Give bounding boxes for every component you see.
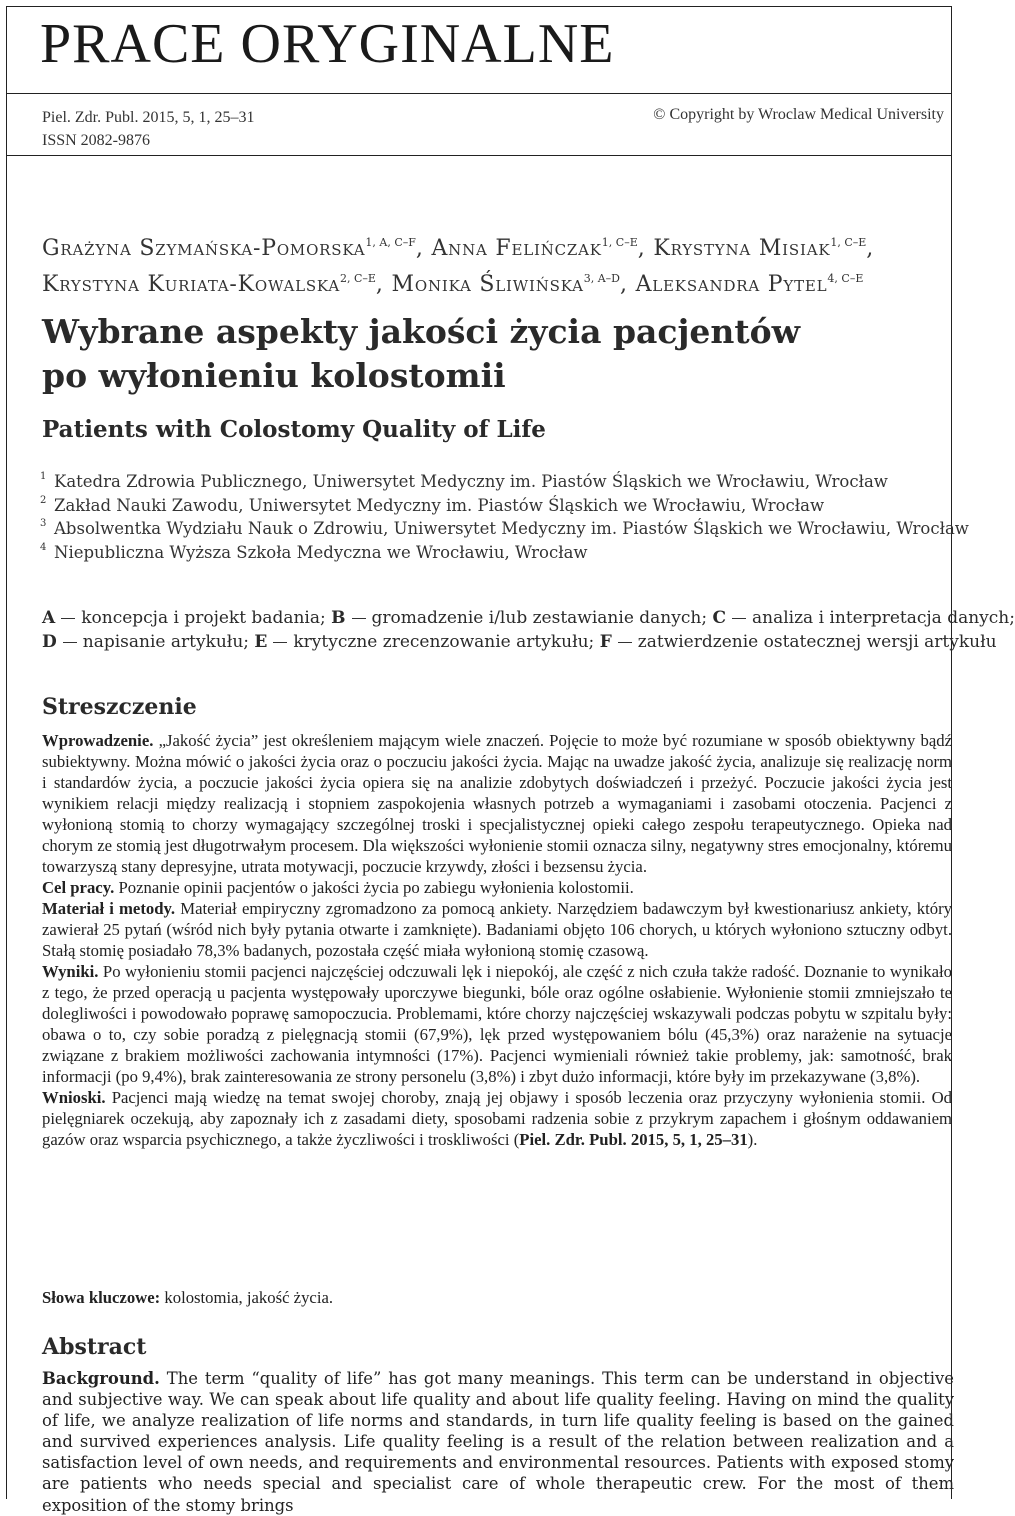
author-name: Monika Śliwińska [391,272,584,297]
conclusions-end: ). [747,1130,758,1149]
contribution-key: B [331,608,346,628]
contribution-text: zatwierdzenie ostatecznej wersji artykułu [637,632,997,652]
conclusions-text: Pacjenci mają wiedzę na temat swojej choroby, znają jej objawy i sposób leczenia oraz przyczyny wyłonienia stomii. Od pielęgniarek oczekują, aby zapoznały ich z zasadami diety, sposobami radzenia sobie z przykrym zapachem i głośnym oddawaniem gazów oraz wsparcia psychicznego, a także życzliwości i troskliwości ( [42,1088,952,1149]
contribution-text: napisanie artykułu; [82,632,249,652]
affiliation-number: 2 [40,494,47,506]
author-separator: , [620,272,636,297]
affiliation-text: Zakład Nauki Zawodu, Uniwersytet Medyczny im. Piastów Śląskich we Wrocławiu, Wrocław [54,495,825,515]
author-affiliation: 1, C–E [601,236,638,249]
aim-paragraph [42,877,952,898]
author-separator: , [637,236,654,261]
affiliation-text: Absolwentka Wydziału Nauk o Zdrowiu, Uniwersytet Medyczny im. Piastów Śląskich we Wrocławiu, Wrocław [54,519,969,538]
aim-text: Poznanie opinii pacjentów o jakości życia po zabiegu wyłonienia kolostomii. [118,878,634,897]
author-separator: , [866,236,875,261]
author-name: Aleksandra Pytel [635,272,828,297]
author-name: Krystyna Kuriata-Kowalska [42,272,340,297]
author-affiliation: 1, A, C–F [365,236,416,249]
article-title-english: Patients with Colostomy Quality of Life [42,416,546,443]
author-name: Grażyna Szymańska-Pomorska [42,236,366,261]
journal-citation-block [42,106,254,152]
conclusions-paragraph [42,1087,952,1150]
keywords [42,1288,333,1308]
article-title-polish [42,310,922,398]
methods-label: Materiał i metody. [42,899,176,918]
contribution-key: F [599,632,612,652]
keywords-label: Słowa kluczowe: [42,1288,161,1307]
author-separator: , [415,236,432,261]
keywords-text: kolostomia, jakość życia. [164,1288,334,1307]
contribution-text: koncepcja i projekt badania; [81,608,326,628]
streszczenie-body [42,730,952,1150]
contribution-text: gromadzenie i/lub zestawianie danych; [371,608,708,628]
conclusions-citation: Piel. Zdr. Publ. 2015, 5, 1, 25–31 [519,1130,748,1149]
author-name: Krystyna Misiak [653,236,831,261]
title-line: po wyłonieniu kolostomii [42,356,506,395]
affiliation-list [40,470,969,564]
conclusions-label: Wnioski. [42,1088,106,1107]
author-affiliation: 1, C–E [830,236,867,249]
journal-issn: ISSN 2082-9876 [42,132,151,149]
intro-paragraph [42,730,952,877]
affiliation-text: Katedra Zdrowia Publicznego, Uniwersytet Medyczny im. Piastów Śląskich we Wrocławiu, Wrocław [54,472,888,491]
contribution-text: krytyczne zrecenzowanie artykułu; [293,632,595,652]
contribution-line [42,606,1015,630]
affiliation-item [40,517,969,541]
affiliation-text: Niepubliczna Wyższa Szkoła Medyczna we Wrocławiu, Wrocław [54,542,588,562]
contribution-line [42,630,997,654]
results-text: Po wyłonieniu stomii pacjenci najczęściej odczuwali lęk i niepokój, ale część z nich czuła także radość. Doznanie to wynikało z tego, że przed operacją u pacjenta występowały uporczywe biegunki, bóle oraz ogólne osłabienie. Wyłonienie stomii zmniejszało te dolegliwości i powodowało poprawę samopoczucia. Problemami, które chorzy najczęściej wskazywali podczas pobytu w szpitalu były: obawa o to, czy sobie poradzą z pielęgnacją stomii (67,9%), lęk przed występowaniem bólu (45,3%) oraz narażenie na sytuacje związane z brakiem możliwości zachowania intymności (17%). Pacjenci wymieniali również takie problemy, jak: samotność, brak informacji (po 9,4%), brak zainteresowania ze strony personelu (3,8%) i zbyt dużo informacji, które były im przekazywane (3,8%). [42,962,952,1086]
background-text: The term “quality of life” has got many meanings. This term can be understand in objective and subjective way. We can speak about life quality and about life quality feeling. Having on mind the quality of life, we analyze realization of life norms and standards, in turn life quality feeling is based on the gained and survived experiences analysis. Life quality feeling is a result of the relation between realization and a satisfaction level of own needs, and requirements and environmental resources. Patients with exposed stomy are patients who needs special and specialist care of whole therapeutic crew. For the most of them exposition of the stomy brings [42,1369,954,1515]
affiliation-number: 3 [40,518,47,529]
author-affiliation: 3, A–D [583,272,621,285]
methods-text: Materiał empiryczny zgromadzono za pomocą ankiety. Narzędziem badawczym był kwestionariusz ankiety, który zawierał 25 pytań (wśród nich były pytania otwarte i zamknięte). Badaniami objęto 106 chorych, u których wyłoniono sztuczny odbyt. Stałą stomię posiadało 78,3% badanych, pozostała część miała wyłonioną stomię czasową. [42,899,952,960]
contribution-key: E [254,632,268,652]
methods-paragraph [42,898,952,961]
journal-citation: Piel. Zdr. Publ. 2015, 5, 1, 25–31 [42,109,255,126]
affiliation-item [40,541,950,565]
aim-label: Cel pracy. [42,878,115,897]
copyright-notice: © Copyright by Wroclaw Medical University [653,106,944,123]
abstract-heading: Abstract [42,1334,147,1360]
author-list [42,228,942,300]
background-label: Background. [42,1369,160,1388]
contribution-legend [42,606,1015,654]
contribution-key: A [42,608,56,628]
streszczenie-heading: Streszczenie [42,694,197,720]
results-paragraph [42,961,952,1087]
author-name: Anna Felińczak [431,236,602,261]
contribution-text: analiza i interpretacja danych; [752,608,1015,628]
affiliation-item [40,470,950,494]
contribution-key: D [42,632,57,652]
intro-label: Wprowadzenie. [42,731,154,750]
section-title: PRACE ORYGINALNE [40,13,615,75]
affiliation-number: 1 [40,471,47,482]
author-affiliation: 2, C–E [339,272,376,285]
affiliation-item [40,494,950,518]
author-affiliation: 4, C–E [827,272,864,285]
abstract-body [42,1368,954,1516]
author-separator: , [375,272,392,297]
title-line: Wybrane aspekty jakości życia pacjentów [42,312,801,351]
intro-text: „Jakość życia” jest określeniem mającym wiele znaczeń. Pojęcie to może być rozumiane w sposób obiektywny bądź subiektywny. Można mówić o jakości życia oraz o poczuciu jakości życia. Mając na uwadze jakość życia, analizuje się realizację norm i standardów życia, a poczucie jakości życia opiera się na analizie zdobytych doświadczeń i przeżyć. Poczucie jakości życia jest wynikiem relacji między realizacją i stopniem zaspokojenia własnych potrzeb a wymaganiami i zasobami otoczenia. Pacjenci z wyłonioną stomią to chorzy wymagający szczególnej troski i specjalistycznej opieki całego zespołu terapeutycznego. Opieka nad chorym ze stomią jest długotrwałym procesem. Dla większości wyłonienie stomii oznacza silny, negatywny stres emocjonalny, któremu towarzyszą stany depresyjne, utrata motywacji, poczucie krzywdy, złości i bezsensu życia. [42,731,952,876]
contribution-key: C [712,608,726,628]
affiliation-number: 4 [40,541,47,553]
results-label: Wyniki. [42,962,99,981]
